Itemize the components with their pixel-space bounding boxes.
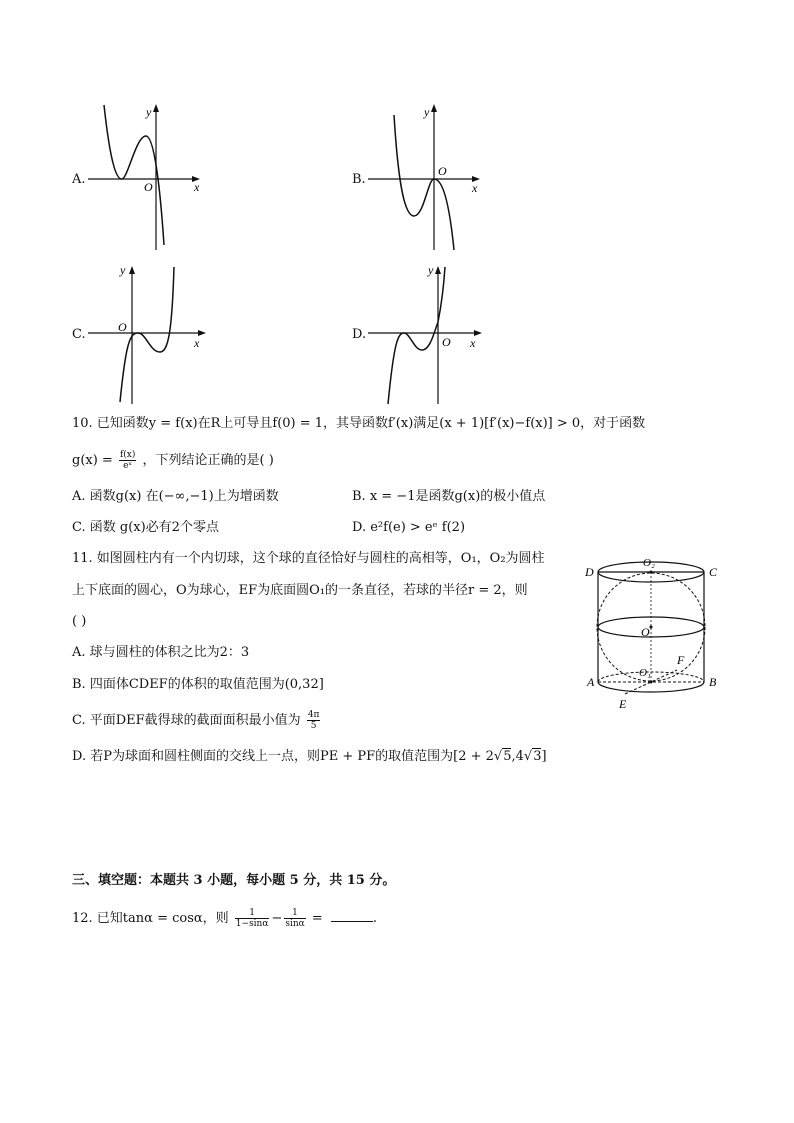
graph-a	[88, 100, 208, 260]
fig-label-o1: O₁	[639, 667, 651, 679]
q10-stem-line1: 10. 已知函数y = f(x)在R上可导且f(0) = 1，其导函数f′(x)满足(x + 1)[f′(x)−f(x)] > 0，对于函数	[72, 416, 646, 431]
graph-d	[368, 262, 498, 407]
fig-label-b: B	[709, 675, 717, 689]
option-d-letter: D.	[352, 327, 367, 342]
q11-option-d-text: D. 若P为球面和圆柱侧面的交线上一点，则PE + PF的取值范围为[2 + 2	[72, 749, 494, 764]
q12-fraction-2-num: 1	[284, 908, 305, 919]
q10-option-d: D. e²f(e) > eᵉ f(2)	[352, 520, 466, 535]
q12-fraction-1	[235, 908, 270, 929]
q12-stem	[72, 908, 377, 929]
q12-fraction-1-den: 1−sinα	[235, 919, 269, 929]
q12-fraction-1-num: 1	[235, 908, 270, 919]
q12-period: .	[372, 911, 378, 926]
q11-option-c-text: C. 平面DEF截得球的截面面积最小值为	[72, 713, 301, 728]
q10-fraction	[119, 450, 136, 471]
option-a-letter: A.	[72, 172, 86, 187]
q11-option-d	[72, 748, 547, 766]
q10-stem-line2	[72, 450, 274, 471]
q11-option-a: A. 球与圆柱的体积之比为2：3	[72, 645, 250, 660]
fig-label-o: O	[641, 625, 650, 639]
q11-option-d-sqrt1: 5	[503, 749, 512, 764]
graph-d-y-label: y	[428, 263, 434, 277]
q10-question: ，下列结论正确的是( )	[142, 453, 274, 468]
q11-option-d-close: ]	[541, 749, 547, 764]
option-c-letter: C.	[72, 327, 86, 342]
q12-text: 12. 已知tanα = cosα，则	[72, 911, 229, 926]
q11-stem-line3: ( )	[72, 614, 87, 629]
fig-label-e: E	[619, 697, 627, 711]
q12-answer-blank[interactable]	[331, 909, 373, 922]
q10-option-b: B. x = −1是函数g(x)的极小值点	[352, 489, 546, 504]
fig-label-d: D	[585, 565, 594, 579]
graph-c-x-label: x	[194, 336, 200, 350]
fig-label-o2: O₂	[643, 557, 655, 569]
sqrt-sign: √	[523, 749, 533, 764]
q11-stem-line2: 上下底面的圆心，O为球心，EF为底面圆O₁的一条直径，若球的半径r = 2，则	[72, 583, 528, 598]
graph-a-x-label: x	[194, 180, 200, 194]
q12-fraction-2	[284, 908, 305, 929]
graph-c	[88, 262, 218, 407]
q11-option-c-den: 5	[310, 721, 317, 731]
q11-option-c-num: 4π	[307, 710, 320, 720]
q10-option-c: C. 函数 g(x)必有2个零点	[72, 520, 219, 535]
section-3-heading: 三、填空题：本题共 3 小题，每小题 5 分，共 15 分。	[72, 873, 396, 888]
graph-c-origin: O	[118, 320, 127, 334]
option-b-letter: B.	[352, 172, 366, 187]
graph-a-origin: O	[144, 180, 153, 194]
graph-d-origin: O	[442, 335, 451, 349]
q10-g-def: g(x) =	[72, 453, 113, 468]
graph-b-y-label: y	[424, 105, 430, 119]
graph-b-origin: O	[438, 164, 447, 178]
graph-b	[368, 100, 488, 260]
q11-option-c	[72, 710, 322, 731]
graph-c-y-label: y	[120, 263, 126, 277]
q10-fraction-den: eˣ	[123, 461, 133, 471]
q12-minus: −	[271, 911, 283, 926]
sqrt-sign: √	[493, 749, 503, 764]
fig-label-a: A	[587, 675, 595, 689]
fig-label-c: C	[709, 565, 718, 579]
graph-a-y-label: y	[146, 105, 152, 119]
q11-option-b: B. 四面体CDEF的体积的取值范围为(0,32]	[72, 677, 324, 692]
q12-fraction-2-den: sinα	[285, 919, 305, 929]
q11-option-d-mid: ,4	[511, 749, 524, 764]
q11-stem-line1: 11. 如图圆柱内有一个内切球，这个球的直径恰好与圆柱的高相等，O₁，O₂为圆柱	[72, 551, 545, 566]
q10-fraction-num: f(x)	[119, 450, 136, 460]
q10-option-a: A. 函数g(x) 在(−∞,−1)上为增函数	[72, 489, 279, 504]
q12-equals: =	[311, 911, 323, 926]
q11-option-d-sqrt2: 3	[533, 749, 542, 764]
graph-b-x-label: x	[472, 181, 478, 195]
fig-label-f: F	[677, 653, 685, 667]
q11-option-c-fraction	[307, 710, 321, 731]
cylinder-sphere-figure	[585, 548, 725, 716]
graph-d-x-label: x	[470, 336, 476, 350]
